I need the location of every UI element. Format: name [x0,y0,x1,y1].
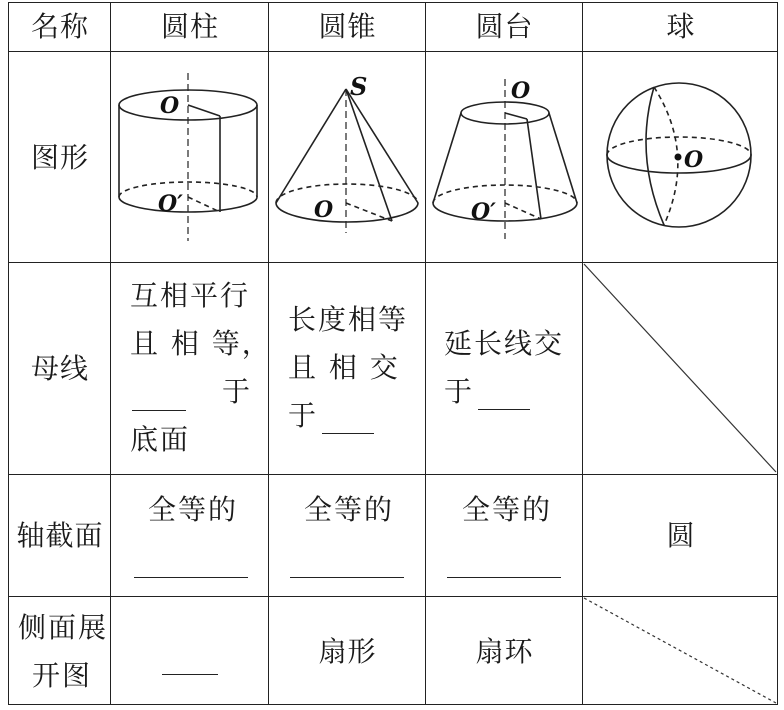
frustum-axial-section-text: 全等的 [462,493,553,526]
cone-generatrix-blank [322,433,374,434]
frustum-bottom-center-label: O′ [471,199,496,225]
cone-axial-section-text: 全等的 [304,493,395,526]
cone-apex-label: S [350,72,368,101]
row-label-generatrix: 母线 [30,352,89,386]
cylinder-generatrix-line-2: 且 相 等， [130,327,272,360]
sphere-center-label: O [684,147,704,173]
cone-generatrix-line-2: 且 相 交 [288,351,400,384]
cylinder-axial-section-text: 全等的 [148,493,239,526]
row-label-lateral-unfolding-line-1: 侧面展 [18,611,109,644]
frustum-figure [427,53,582,262]
frustum-lateral-unfolding-text: 扇环 [475,634,534,668]
cylinder-generatrix-line-3: 于 [222,375,253,408]
frustum-top-center-label: O [511,78,531,104]
cylinder-generatrix-line-1: 互相平行 [130,279,251,312]
cylinder-generatrix-line-4: 底面 [130,423,191,456]
cylinder-lateral-unfolding-blank [162,674,218,675]
cone-base-center-label: O [314,197,334,223]
diagonal-generatrix-sphere [584,264,776,472]
cylinder-bottom-center-label: O′ [158,191,183,217]
row-label-axial-section: 轴截面 [16,519,104,553]
frustum-axial-section-blank [447,577,561,578]
frustum-generatrix-line-2: 于 [444,375,475,408]
row-label-lateral-unfolding-line-2: 开图 [32,659,93,692]
header-sphere: 球 [666,10,696,44]
header-name: 名称 [30,10,89,44]
cone-generatrix-line-1: 长度相等 [288,303,409,336]
header-cylinder: 圆柱 [160,10,219,44]
cone-lateral-unfolding-text: 扇形 [318,634,377,668]
cone-axial-section-blank [290,577,404,578]
row-label-figure: 图形 [30,140,89,174]
cylinder-generatrix-blank [132,410,186,411]
sphere-figure [584,53,778,262]
cylinder-top-center-label: O [160,93,180,119]
diagonal-unfolding-sphere [584,598,776,703]
frustum-generatrix-blank [478,409,530,410]
sphere-axial-section-text: 圆 [666,519,696,553]
cylinder-axial-section-blank [134,577,248,578]
header-frustum: 圆台 [475,10,534,44]
cone-figure [270,53,425,262]
cylinder-figure [112,53,268,262]
header-cone: 圆锥 [318,10,377,44]
frustum-generatrix-line-1: 延长线交 [444,327,565,360]
cone-generatrix-line-3: 于 [288,399,319,432]
